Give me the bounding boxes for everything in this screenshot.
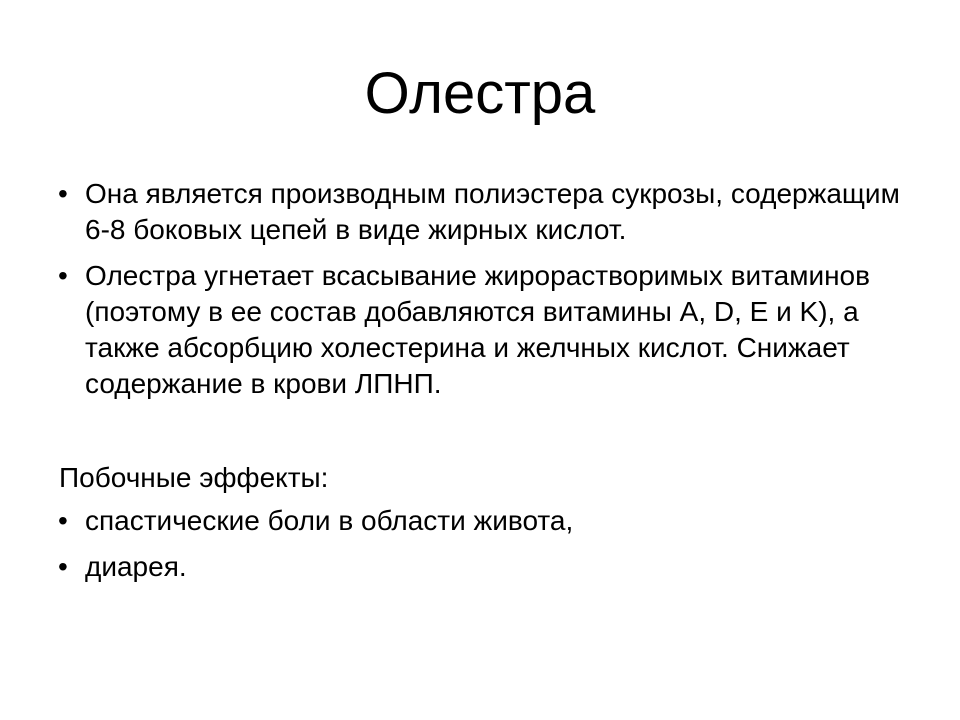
side-effect-text: диарея. bbox=[85, 551, 187, 582]
bullet-marker: • bbox=[58, 505, 68, 536]
side-effects-heading: Побочные эффекты: bbox=[59, 462, 329, 493]
bullet-marker: • bbox=[58, 551, 68, 582]
slide-title: Олестра bbox=[364, 61, 596, 126]
bullet-item bbox=[58, 176, 928, 248]
bullet-text: Олестра угнетает всасывание жирорастворимых витаминов (поэтому в ее состав добавляются витамины A, D, E и K), а также абсорбцию холестерина и желчных кислот. Снижает содержание в крови ЛПНП. bbox=[85, 260, 870, 399]
side-effect-item bbox=[58, 503, 928, 539]
bullet-text: Она является производным полиэстера сукрозы, содержащим 6-8 боковых цепей в виде жирных кислот. bbox=[85, 178, 900, 245]
bullet-marker: • bbox=[58, 260, 68, 291]
bullet-marker: • bbox=[58, 178, 68, 209]
bullet-item bbox=[58, 258, 928, 402]
side-effect-item bbox=[58, 549, 928, 585]
side-effect-text: спастические боли в области живота, bbox=[85, 505, 574, 536]
